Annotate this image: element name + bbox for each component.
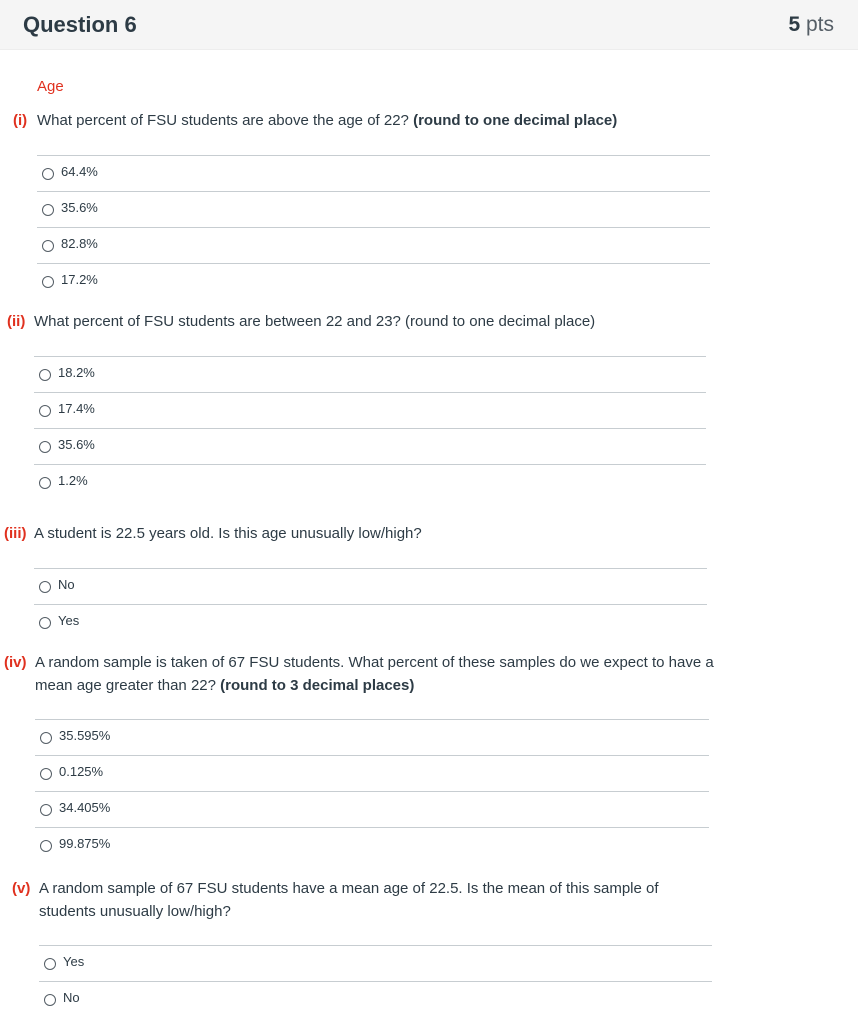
answer-list-iv bbox=[35, 719, 709, 864]
part-iii bbox=[4, 522, 714, 545]
radio-button[interactable] bbox=[39, 369, 51, 381]
answer-label: 82.8% bbox=[61, 236, 98, 251]
radio-button[interactable] bbox=[40, 840, 52, 852]
part-label: (i) bbox=[13, 112, 28, 129]
answer-label: Yes bbox=[58, 613, 80, 628]
question-title: Question 6 bbox=[23, 12, 137, 37]
points-value: 5 bbox=[788, 13, 801, 36]
part-text: What percent of FSU students are above the age of 22? bbox=[37, 112, 409, 129]
answer-list-i bbox=[37, 155, 710, 300]
answer-option[interactable] bbox=[34, 569, 707, 605]
answer-label: 64.4% bbox=[61, 164, 98, 179]
radio-button[interactable] bbox=[40, 732, 52, 744]
part-question-text bbox=[13, 109, 723, 132]
answer-label: 99.875% bbox=[59, 836, 111, 851]
answer-option[interactable] bbox=[37, 228, 710, 264]
answer-label: 35.6% bbox=[61, 200, 98, 215]
answer-label: No bbox=[58, 577, 75, 592]
answer-label: No bbox=[63, 990, 80, 1005]
answer-label: 34.405% bbox=[59, 800, 111, 815]
answer-option[interactable] bbox=[34, 429, 706, 465]
answer-label: Yes bbox=[63, 954, 85, 969]
radio-button[interactable] bbox=[44, 994, 56, 1006]
part-label: (ii) bbox=[7, 313, 26, 330]
question-points bbox=[788, 13, 834, 37]
part-question-text bbox=[4, 522, 714, 545]
radio-button[interactable] bbox=[39, 477, 51, 489]
answer-option[interactable] bbox=[35, 756, 709, 792]
answer-option[interactable] bbox=[34, 465, 706, 501]
question-header bbox=[0, 0, 858, 50]
points-unit: pts bbox=[805, 13, 834, 36]
radio-button[interactable] bbox=[42, 276, 54, 288]
part-question-text bbox=[4, 651, 714, 697]
answer-label: 18.2% bbox=[58, 365, 95, 380]
answer-option[interactable] bbox=[35, 720, 709, 756]
answer-option[interactable] bbox=[39, 982, 712, 1018]
answer-option[interactable] bbox=[34, 605, 707, 641]
answer-label: 0.125% bbox=[59, 764, 104, 779]
part-text: A student is 22.5 years old. Is this age unusually low/high? bbox=[34, 525, 422, 542]
part-ii bbox=[7, 310, 717, 333]
answer-list-ii bbox=[34, 356, 706, 501]
answer-option[interactable] bbox=[37, 156, 710, 192]
part-text: A random sample of 67 FSU students have a mean age of 22.5. Is the mean of this sample of students unusually low/high? bbox=[39, 880, 659, 920]
answer-label: 17.2% bbox=[61, 272, 98, 287]
answer-option[interactable] bbox=[34, 393, 706, 429]
part-question-text bbox=[7, 310, 717, 333]
answer-option[interactable] bbox=[37, 264, 710, 300]
part-label: (v) bbox=[12, 880, 31, 897]
answer-label: 17.4% bbox=[58, 401, 95, 416]
answer-option[interactable] bbox=[34, 357, 706, 393]
answer-option[interactable] bbox=[37, 192, 710, 228]
radio-button[interactable] bbox=[42, 168, 54, 180]
part-emphasis: (round to one decimal place) bbox=[413, 112, 618, 129]
part-text: A random sample is taken of 67 FSU students. What percent of these samples do we expect to have a mean age greater than 22? bbox=[35, 654, 714, 694]
radio-button[interactable] bbox=[39, 617, 51, 629]
part-text: What percent of FSU students are between 22 and 23? (round to one decimal place) bbox=[34, 313, 596, 330]
answer-option[interactable] bbox=[39, 946, 712, 982]
part-v bbox=[12, 877, 692, 923]
answer-label: 35.595% bbox=[59, 728, 111, 743]
radio-button[interactable] bbox=[44, 958, 56, 970]
radio-button[interactable] bbox=[39, 441, 51, 453]
part-iv bbox=[4, 651, 714, 697]
radio-button[interactable] bbox=[39, 405, 51, 417]
answer-label: 35.6% bbox=[58, 437, 95, 452]
part-question-text bbox=[12, 877, 692, 923]
answer-option[interactable] bbox=[35, 828, 709, 864]
answer-label: 1.2% bbox=[58, 473, 88, 488]
radio-button[interactable] bbox=[42, 240, 54, 252]
part-label: (iii) bbox=[4, 525, 27, 542]
answer-option[interactable] bbox=[35, 792, 709, 828]
question-topic: Age bbox=[37, 78, 64, 95]
answer-list-v bbox=[39, 945, 712, 1018]
part-label: (iv) bbox=[4, 654, 27, 671]
part-emphasis: (round to 3 decimal places) bbox=[220, 677, 415, 694]
radio-button[interactable] bbox=[40, 804, 52, 816]
radio-button[interactable] bbox=[39, 581, 51, 593]
radio-button[interactable] bbox=[42, 204, 54, 216]
answer-list-iii bbox=[34, 568, 707, 641]
part-i bbox=[13, 109, 723, 132]
radio-button[interactable] bbox=[40, 768, 52, 780]
